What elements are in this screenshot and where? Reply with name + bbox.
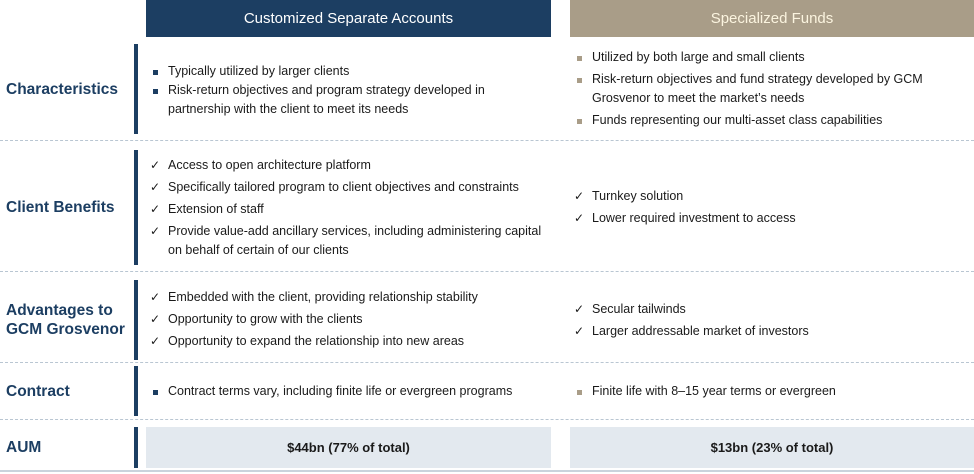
advantages-left-list [150,282,550,356]
list-item: ✓ Extension of staff [150,200,550,219]
row-label-contract: Contract [6,382,70,400]
row-separator [0,140,974,141]
characteristics-left-list [150,44,550,136]
list-item: Contract terms vary, including finite life or evergreen programs [150,382,550,401]
contract-left-list [150,368,550,414]
checkmark-icon: ✓ [150,224,161,238]
list-item: ✓ Turnkey solution [574,187,969,206]
row-accent-bar [134,366,138,416]
square-bullet-icon [150,62,168,81]
list-item: ✓ Opportunity to expand the relationship into new areas [150,332,550,351]
list-item: Typically utilized by larger clients [150,62,550,81]
checkmark-icon: ✓ [150,202,161,216]
row-accent-bar [134,150,138,265]
list-item: ✓ Opportunity to grow with the clients [150,310,550,329]
checkmark-icon: ✓ [150,311,161,326]
checkmark-icon: ✓ [574,189,585,203]
aum-left-value: $44bn (77% of total) [287,440,410,455]
bottom-rule [0,470,974,472]
header-customized-separate-accounts: Customized Separate Accounts [146,0,551,37]
square-bullet-icon [150,81,168,100]
list-item: ✓ Specifically tailored program to client objectives and constraints [150,178,550,197]
list-item: ✓ Embedded with the client, providing relationship stability [150,288,550,307]
row-separator [0,271,974,272]
contract-right-list [574,366,969,416]
list-item: ✓ Larger addressable market of investors [574,322,969,341]
row-label-advantages: Advantages to GCM Grosvenor [6,302,125,338]
row-separator [0,362,974,363]
square-bullet-icon [574,382,592,401]
list-item: ✓ Lower required investment to access [574,209,969,228]
aum-right-value: $13bn (23% of total) [710,440,834,455]
list-item: Finite life with 8–15 year terms or evergreen [574,382,969,401]
row-label-client-benefits: Client Benefits [6,199,115,216]
row-accent-bar [134,44,138,134]
checkmark-icon: ✓ [150,289,161,304]
row-label-aum: AUM [6,439,42,456]
checkmark-icon: ✓ [574,301,585,316]
row-separator [0,419,974,420]
list-item: ✓ Access to open architecture platform [150,156,550,175]
checkmark-icon: ✓ [150,180,161,194]
row-accent-bar [134,280,138,360]
checkmark-icon: ✓ [574,211,585,225]
checkmark-icon: ✓ [150,333,161,348]
square-bullet-icon [150,382,168,401]
checkmark-icon: ✓ [574,323,585,338]
client-benefits-right-list [574,150,969,265]
advantages-right-list [574,280,969,360]
row-label-characteristics: Characteristics [6,80,119,98]
row-accent-bar [134,427,138,468]
header-specialized-funds: Specialized Funds [570,0,974,37]
square-bullet-icon [574,111,592,130]
checkmark-icon: ✓ [150,158,161,172]
list-item: Utilized by both large and small clients [574,48,969,67]
list-item: ✓ Secular tailwinds [574,300,969,319]
square-bullet-icon [574,48,592,67]
square-bullet-icon [574,70,592,89]
list-item: Funds representing our multi-asset class capabilities [574,111,969,130]
list-item: ✓ Provide value-add ancillary services, including administering capital on behalf of certain of our clients [150,224,542,257]
list-item: Risk-return objectives and fund strategy developed by GCM Grosvenor to meet the market’s needs [574,70,969,108]
client-benefits-left-list [150,152,550,264]
characteristics-right-list [574,44,969,134]
list-item: Risk-return objectives and program strategy developed in partnership with the client to meet its needs [150,81,550,119]
